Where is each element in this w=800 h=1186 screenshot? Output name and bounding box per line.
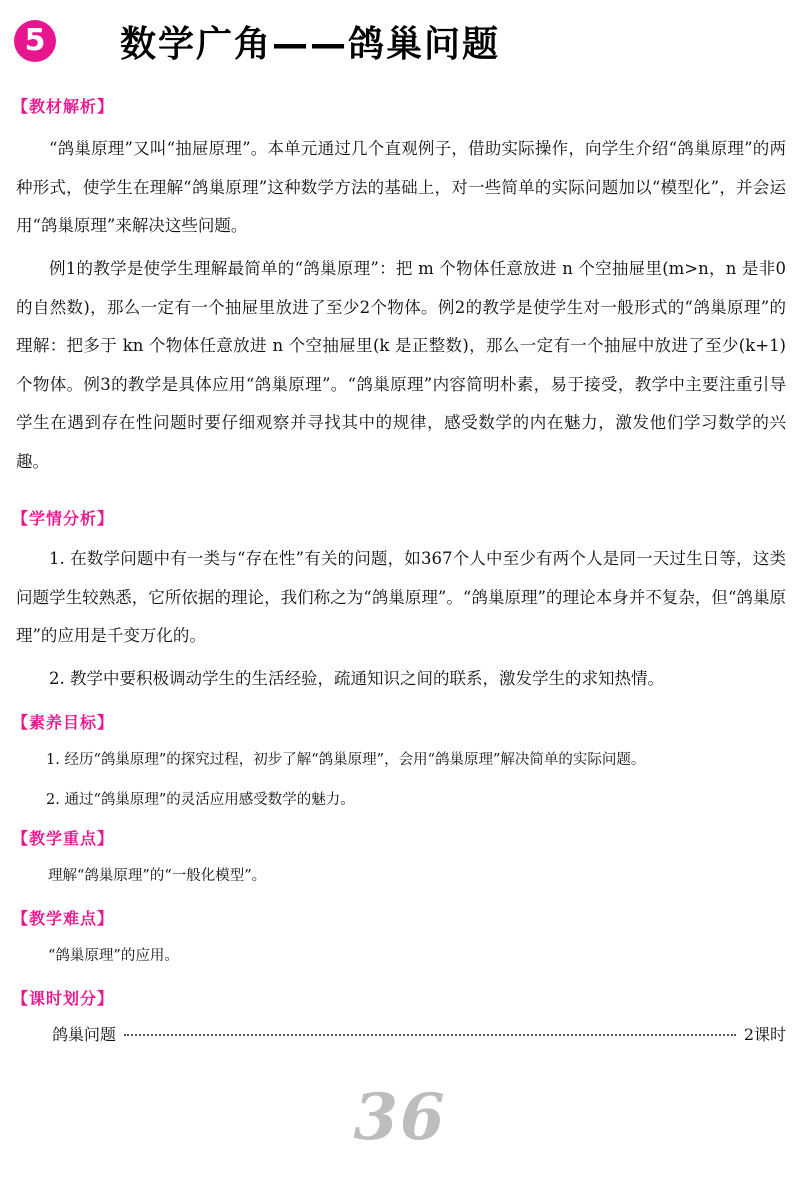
section-label-schedule: 【课时划分】 [12,989,115,1008]
section-label-textbook-analysis: 【教材解析】 [12,97,115,116]
goal-item-2: 2. 通过“鸽巢原理”的灵活应用感受数学的魅力。 [46,792,355,808]
section-label-student-analysis: 【学情分析】 [12,509,115,528]
section-label-key-points: 【教学重点】 [12,829,115,848]
schedule-row [52,1022,786,1045]
goal-item-1: 1. 经历“鸽巢原理”的探究过程，初步了解“鸽巢原理”，会用“鸽巢原理”解决简单的实际问题。 [46,752,646,768]
chapter-title: 数学广角——鸽巢问题 [120,23,501,65]
page-number: 36 [353,1080,447,1155]
schedule-hours: 2课时 [743,1025,786,1044]
section-label-literacy-goals: 【素养目标】 [12,713,115,732]
difficulties-text: “鸽巢原理”的应用。 [48,948,179,964]
leader-dots [124,1034,736,1036]
chapter-number-badge: 5 [14,20,56,62]
key-points-text: 理解“鸽巢原理”的“一般化模型”。 [48,868,267,884]
paragraph-textbook-analysis-2: 例1的教学是使学生理解最简单的“鸽巢原理”：把 m 个物体任意放进 n 个空抽屉里(m>n，n 是非0的自然数)，那么一定有一个抽屉里放进了至少2个物体。例2的教学是使学生对一般形式的“鸽巢原理”的理解：把多于 kn 个物体任意放进 n 个空抽屉里(k 是正整数)，那么一定有一个抽屉中放进了至少(k+1)个物体。例3的教学是具体应用“鸽巢原理”。“鸽巢原理”内容简明朴素，易于接受，教学中主要注重引导学生在遇到存在性问题时要仔细观察并寻找其中的规律，感受数学的内在魅力，激发他们学习数学的兴趣。 [16,259,786,471]
schedule-topic: 鸽巢问题 [52,1025,117,1044]
paragraph-student-analysis-2: 2. 教学中要积极调动学生的生活经验，疏通知识之间的联系，激发学生的求知热情。 [49,669,664,688]
paragraph-textbook-analysis-1: “鸽巢原理”又叫“抽屉原理”。本单元通过几个直观例子，借助实际操作，向学生介绍“鸽巢原理”的两种形式，使学生在理解“鸽巢原理”这种数学方法的基础上，对一些简单的实际问题加以“模型化”，并会运用“鸽巢原理”来解决这些问题。 [16,139,786,235]
section-label-difficulties: 【教学难点】 [12,909,115,928]
paragraph-student-analysis-1: 1. 在数学问题中有一类与“存在性”有关的问题，如367个人中至少有两个人是同一天过生日等，这类问题学生较熟悉，它所依据的理论，我们称之为“鸽巢原理”。“鸽巢原理”的理论本身并不复杂，但“鸽巢原理”的应用是千变万化的。 [16,549,786,645]
chapter-header [14,16,500,66]
